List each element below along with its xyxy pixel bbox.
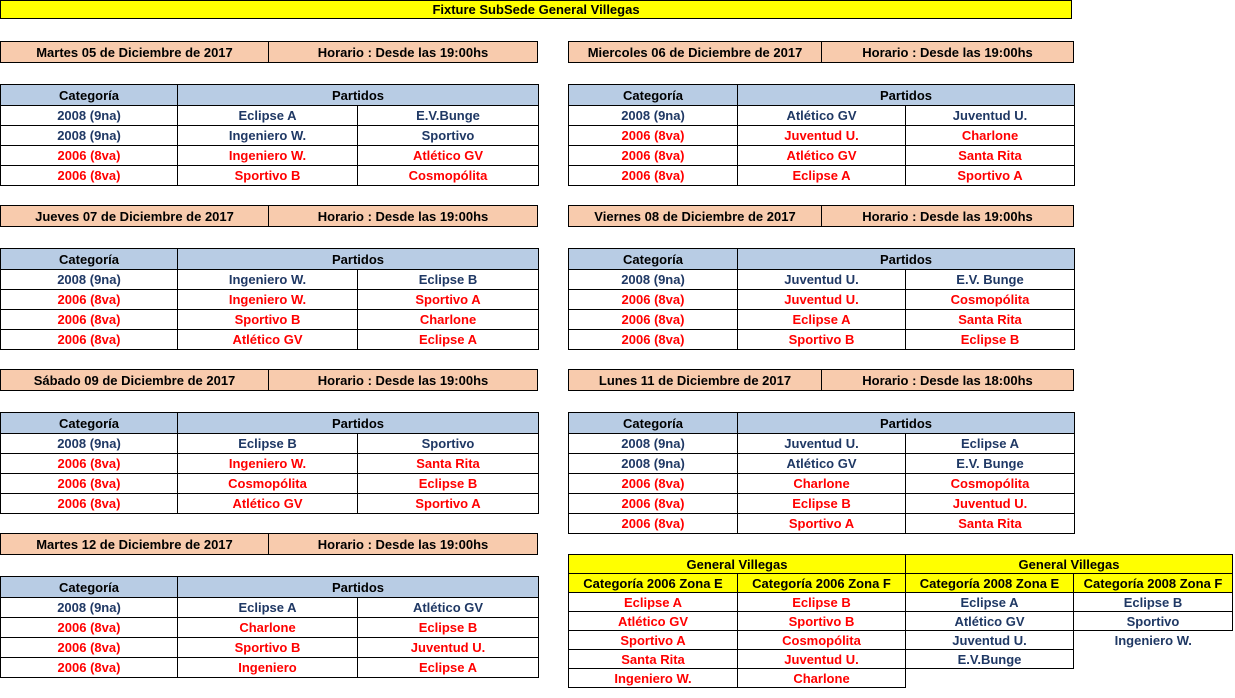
day-matches-table [568, 412, 1075, 534]
col-partidos: Partidos [738, 85, 1075, 106]
col-categoria: Categoría [1, 249, 178, 270]
table-cell: Atlético GV [738, 146, 906, 166]
table-cell: Cosmopólita [906, 474, 1075, 494]
zone-group-title: General Villegas [569, 555, 906, 574]
table-row [569, 310, 1075, 330]
table-cell: 2008 (9na) [569, 270, 738, 290]
col-partidos: Partidos [738, 413, 1075, 434]
col-categoria: Categoría [569, 85, 738, 106]
table-cell: Sportivo B [738, 330, 906, 350]
table-cell: Atlético GV [178, 330, 358, 350]
table-cell: E.V. Bunge [906, 454, 1075, 474]
table-cell: 2006 (8va) [569, 290, 738, 310]
table-cell: 2006 (8va) [569, 310, 738, 330]
table-cell: Sportivo A [569, 631, 738, 650]
table-cell: Atlético GV [738, 454, 906, 474]
fixture-title: Fixture SubSede General Villegas [0, 0, 1072, 19]
col-categoria: Categoría [1, 577, 178, 598]
col-categoria: Categoría [1, 85, 178, 106]
table-cell: Santa Rita [358, 454, 539, 474]
table-cell: Eclipse B [358, 270, 539, 290]
table-cell: Juventud U. [738, 650, 906, 669]
table-cell: Charlone [906, 126, 1075, 146]
table-cell: Eclipse A [358, 330, 539, 350]
col-categoria: Categoría [569, 249, 738, 270]
zone-header: Categoría 2006 Zona F [738, 574, 906, 593]
table-row [569, 166, 1075, 186]
table-cell: Eclipse B [358, 474, 539, 494]
table-cell: Charlone [358, 310, 539, 330]
table-cell: 2006 (8va) [569, 474, 738, 494]
table-cell: Eclipse B [358, 618, 539, 638]
table-row [1, 474, 539, 494]
table-row [569, 474, 1075, 494]
table-cell: 2006 (8va) [1, 494, 178, 514]
table-cell: Cosmopólita [178, 474, 358, 494]
table-cell: 2006 (8va) [1, 146, 178, 166]
table-cell: Santa Rita [906, 146, 1075, 166]
table-cell: Eclipse A [738, 310, 906, 330]
table-cell: E.V.Bunge [358, 106, 539, 126]
day-matches-table [0, 248, 539, 350]
day-time: Horario : Desde las 19:00hs [268, 206, 537, 226]
col-categoria: Categoría [569, 413, 738, 434]
table-cell: E.V.Bunge [906, 650, 1074, 669]
day-date: Viernes 08 de Diciembre de 2017 [569, 206, 821, 226]
table-cell: Eclipse A [178, 106, 358, 126]
day-date: Jueves 07 de Diciembre de 2017 [1, 206, 268, 226]
table-row [569, 650, 1233, 669]
table-cell: 2008 (9na) [1, 126, 178, 146]
table-cell: Santa Rita [906, 310, 1075, 330]
table-cell: Sportivo B [178, 310, 358, 330]
table-cell: Atlético GV [738, 106, 906, 126]
table-row [569, 106, 1075, 126]
table-cell: Sportivo A [906, 166, 1075, 186]
table-row [1, 494, 539, 514]
table-cell: Ingeniero [178, 658, 358, 678]
table-row [569, 514, 1075, 534]
table-cell: Eclipse B [738, 593, 906, 612]
table-cell: Ingeniero W. [178, 290, 358, 310]
day-header [0, 533, 538, 555]
table-cell: Charlone [738, 474, 906, 494]
table-cell: Juventud U. [738, 126, 906, 146]
table-cell: Charlone [178, 618, 358, 638]
table-cell: Juventud U. [738, 434, 906, 454]
table-cell: 2006 (8va) [1, 618, 178, 638]
table-cell: 2006 (8va) [569, 126, 738, 146]
table-cell: Atlético GV [906, 612, 1074, 631]
table-cell: Eclipse B [178, 434, 358, 454]
day-matches-table [0, 412, 539, 514]
table-row [569, 146, 1075, 166]
table-row [569, 270, 1075, 290]
table-cell: 2006 (8va) [569, 166, 738, 186]
day-matches-table [568, 248, 1075, 350]
table-cell: Eclipse A [358, 658, 539, 678]
table-row [1, 598, 539, 618]
table-cell: Santa Rita [906, 514, 1075, 534]
table-cell: Atlético GV [358, 146, 539, 166]
table-cell: Ingeniero W. [1114, 632, 1192, 648]
table-row [1, 330, 539, 350]
col-partidos: Partidos [178, 249, 539, 270]
day-matches-table [0, 576, 539, 678]
table-cell: 2006 (8va) [1, 290, 178, 310]
table-row [1, 454, 539, 474]
table-cell: Eclipse A [569, 593, 738, 612]
table-cell: Ingeniero W. [178, 454, 358, 474]
table-row [569, 494, 1075, 514]
table-cell: 2006 (8va) [1, 638, 178, 658]
table-cell: Juventud U. [358, 638, 539, 658]
table-cell: Santa Rita [569, 650, 738, 669]
day-matches-table [568, 84, 1075, 186]
table-cell: E.V. Bunge [906, 270, 1075, 290]
table-row [569, 330, 1075, 350]
day-header [568, 369, 1074, 391]
table-row [569, 612, 1233, 631]
table-cell: Sportivo [358, 126, 539, 146]
zones-table [568, 554, 1233, 688]
table-cell: Sportivo B [178, 638, 358, 658]
table-row [1, 146, 539, 166]
table-cell: 2006 (8va) [1, 310, 178, 330]
table-cell: 2008 (9na) [569, 106, 738, 126]
zone-header: Categoría 2006 Zona E [569, 574, 738, 593]
table-cell: 2006 (8va) [569, 146, 738, 166]
day-time: Horario : Desde las 19:00hs [821, 206, 1073, 226]
table-row [569, 290, 1075, 310]
table-row [1, 166, 539, 186]
table-row [1, 638, 539, 658]
table-row [1, 434, 539, 454]
table-cell: Charlone [738, 669, 906, 688]
zone-header: Categoría 2008 Zona F [1074, 574, 1233, 593]
table-cell: Sportivo A [358, 494, 539, 514]
table-cell: Ingeniero W. [178, 126, 358, 146]
table-cell: Atlético GV [569, 612, 738, 631]
col-partidos: Partidos [738, 249, 1075, 270]
table-cell: 2006 (8va) [1, 330, 178, 350]
zone-header: Categoría 2008 Zona E [906, 574, 1074, 593]
table-cell: 2006 (8va) [1, 474, 178, 494]
table-cell: Eclipse B [738, 494, 906, 514]
day-date: Miercoles 06 de Diciembre de 2017 [569, 42, 821, 62]
table-cell: Juventud U. [906, 631, 1074, 650]
table-row [1, 618, 539, 638]
table-row [1, 106, 539, 126]
zones-group-row [569, 555, 1233, 574]
day-date: Martes 05 de Diciembre de 2017 [1, 42, 268, 62]
table-cell: Cosmopólita [906, 290, 1075, 310]
day-matches-table [0, 84, 539, 186]
table-cell: 2008 (9na) [1, 434, 178, 454]
table-cell: Juventud U. [906, 106, 1075, 126]
table-cell: Atlético GV [358, 598, 539, 618]
table-cell: Juventud U. [906, 494, 1075, 514]
day-date: Martes 12 de Diciembre de 2017 [1, 534, 268, 554]
table-cell: 2006 (8va) [569, 330, 738, 350]
zones-header-row [569, 574, 1233, 593]
day-date: Lunes 11 de Diciembre de 2017 [569, 370, 821, 390]
table-cell: Ingeniero W. [178, 270, 358, 290]
table-cell: Atlético GV [178, 494, 358, 514]
day-header [0, 369, 538, 391]
table-cell: 2008 (9na) [1, 106, 178, 126]
table-row [1, 126, 539, 146]
day-time: Horario : Desde las 19:00hs [268, 534, 537, 554]
table-cell: Eclipse A [906, 593, 1074, 612]
table-cell: Sportivo A [358, 290, 539, 310]
table-row [569, 669, 1233, 688]
table-cell: 2008 (9na) [1, 598, 178, 618]
table-cell: Juventud U. [738, 270, 906, 290]
day-header [0, 205, 538, 227]
table-cell: Juventud U. [738, 290, 906, 310]
day-header [568, 41, 1074, 63]
table-row [1, 310, 539, 330]
table-cell: Eclipse B [1074, 593, 1233, 612]
table-row [1, 658, 539, 678]
day-header [568, 205, 1074, 227]
day-time: Horario : Desde las 19:00hs [268, 370, 537, 390]
table-row [569, 434, 1075, 454]
day-header [0, 41, 538, 63]
table-cell: Eclipse B [906, 330, 1075, 350]
table-row [569, 631, 1233, 650]
table-cell: 2008 (9na) [569, 454, 738, 474]
col-partidos: Partidos [178, 413, 539, 434]
table-cell: Cosmopólita [358, 166, 539, 186]
zone-group-title: General Villegas [906, 555, 1233, 574]
col-categoria: Categoría [1, 413, 178, 434]
table-cell: 2008 (9na) [569, 434, 738, 454]
table-cell: Sportivo A [738, 514, 906, 534]
table-cell: 2008 (9na) [1, 270, 178, 290]
table-row [569, 454, 1075, 474]
col-partidos: Partidos [178, 85, 539, 106]
table-cell: Sportivo [358, 434, 539, 454]
table-row [569, 126, 1075, 146]
table-cell: Sportivo B [738, 612, 906, 631]
table-cell: Eclipse A [906, 434, 1075, 454]
table-cell: Eclipse A [178, 598, 358, 618]
day-time: Horario : Desde las 19:00hs [821, 42, 1073, 62]
table-cell: 2006 (8va) [1, 658, 178, 678]
table-cell: 2006 (8va) [569, 514, 738, 534]
table-cell: Ingeniero W. [569, 669, 738, 688]
table-cell: 2006 (8va) [569, 494, 738, 514]
table-cell: Ingeniero W. [178, 146, 358, 166]
day-date: Sábado 09 de Diciembre de 2017 [1, 370, 268, 390]
table-cell: Sportivo [1074, 612, 1233, 631]
table-cell: Cosmopólita [738, 631, 906, 650]
day-time: Horario : Desde las 18:00hs [821, 370, 1073, 390]
col-partidos: Partidos [178, 577, 539, 598]
table-cell: 2006 (8va) [1, 166, 178, 186]
table-row [569, 593, 1233, 612]
table-row [1, 270, 539, 290]
table-cell: 2006 (8va) [1, 454, 178, 474]
table-cell: Sportivo B [178, 166, 358, 186]
day-time: Horario : Desde las 19:00hs [268, 42, 537, 62]
table-cell: Eclipse A [738, 166, 906, 186]
table-row [1, 290, 539, 310]
